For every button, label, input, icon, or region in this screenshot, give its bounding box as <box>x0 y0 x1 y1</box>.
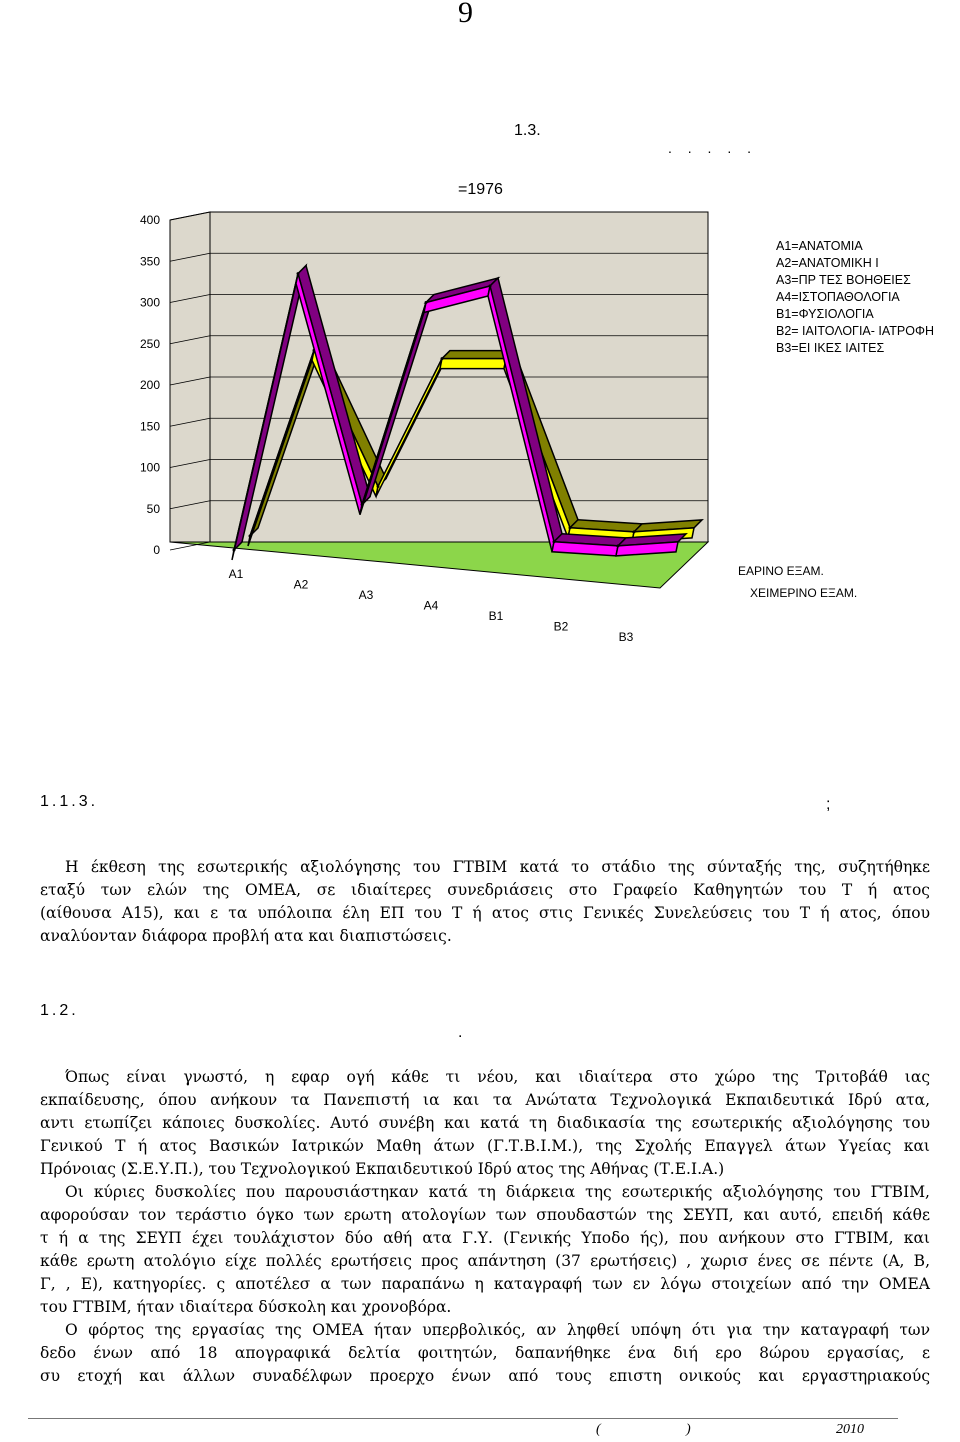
section-number-top: 1.3. <box>514 122 541 139</box>
ribbon-face <box>440 359 506 369</box>
footer-year: 2010 <box>836 1422 864 1437</box>
paragraph-2 <box>40 1066 930 1181</box>
paragraph-line: συ ετοχή και άλλων συναδέλφων προερχο ένων από τους επιστη ονικούς και εργαστηριακούς <box>40 1367 930 1385</box>
paragraph-line: δεδο ένων από 18 απογραφικά δελτία φοιτητών, δαπανήθηκε ένα διή ερο 8ώρου εργασίας, ε <box>40 1344 930 1362</box>
data-point <box>361 503 364 506</box>
paragraph-line: του ΓΤΒΙΜ, ήταν ιδιαίτερα δύσκολη και χρονοβόρα. <box>40 1298 452 1316</box>
data-point <box>489 285 492 288</box>
legend-line: Β3=ΕΙ ΙΚΕΣ ΙΑΙΤΕΣ <box>776 341 885 355</box>
data-point <box>617 544 620 547</box>
data-point <box>633 530 636 533</box>
x-tick-label: Α2 <box>293 577 309 592</box>
section-number-mid: 1.1.3. <box>40 793 99 810</box>
legend-line: Α4=ΙΣΤΟΠΑΘΟΛΟΓΙΑ <box>776 290 900 304</box>
paragraph-line: αφορούσαν τον τεράστιο όγκο των ερωτη ατολογίων των σπουδαστών της ΣΕΥΠ, και αυτό, επειδή κάθε <box>40 1206 930 1224</box>
section-semicolon: ; <box>826 796 831 813</box>
paragraph-line: αντι ετωπίζει κάποιες δυσκολίες. Αυτό συνέβη και κατά τη διαδικασία της εσωτερικής αξιολόγησης του <box>40 1114 930 1132</box>
footer-rule <box>28 1418 898 1419</box>
y-tick-label: 50 <box>146 501 160 516</box>
legend-line: Α3=ΠΡ ΤΕΣ ΒΟΗΘΕΙΕΣ <box>776 273 911 287</box>
legend-line: Β2= ΙΑΙΤΟΛΟΓΙΑ- ΙΑΤΡΟΦΗ <box>776 324 934 338</box>
paragraph-3 <box>40 1181 930 1319</box>
data-point <box>569 526 572 529</box>
paragraph-line: (αίθουσα Α15), και ε τα υπόλοιπα έλη ΕΠ του Τ ή ατος στις Γενικές Συνελεύσεις του Τ ή ατος, όπου <box>40 904 930 922</box>
y-tick-label: 200 <box>139 378 160 392</box>
series-axis-label: ΧΕΙΜΕΡΙΝΟ ΕΞΑΜ. <box>750 586 858 600</box>
section-dot: . <box>458 1024 463 1041</box>
page-number: 9 <box>458 0 473 29</box>
paragraph-1 <box>40 856 930 948</box>
paragraph-line: Γενικού Τ ή ατος Βασικών Ιατρικών Μαθη άτων (Γ.Τ.Β.Ι.Μ.), της Σχολής Επαγγελ άτων Υγείας και <box>40 1137 930 1155</box>
paragraph-line: τ ή α της ΣΕΥΠ έχει τουλάχιστον δύο αθή ατα Γ.Υ. (Γενικής Υποδο ής), που ανήκουν στο ΓΤΒΙΜ, και <box>40 1229 930 1247</box>
y-tick-label: 150 <box>139 419 160 434</box>
paragraph-line: Όπως είναι γνωστό, η εφαρ ογή κάθε τι νέου, και ιδιαίτερα στο χώρο της Τριτοβάθ ιας <box>65 1068 930 1086</box>
series-axis-labels <box>738 564 857 600</box>
chart-legend <box>776 238 960 357</box>
data-point <box>233 549 236 552</box>
paragraph-line: εταξύ των ελών της ΟΜΕΑ, σε ιδιαίτερες συνεδριάσεις στο Γραφείο Καθηγητών του Τ ή ατος <box>40 881 930 899</box>
section-number-low: 1.2. <box>40 1002 79 1019</box>
paragraph-line: εκπαίδευσης, όπου ανήκουν τα Πανεπιστή ια και τα Ανώτατα Τεχνολογικά Εκπαιδευτικά Ιδρύ ατα, <box>40 1091 930 1109</box>
paragraph-line: κάθε ερωτη ατολόγιο είχε πολλές ερωτήσεις προς απάντηση (37 ερωτήσεις) , χωρισ ένες σε πέντε (Α, Β, <box>40 1252 930 1270</box>
paragraph-4 <box>40 1319 930 1388</box>
footer-paren-close: ) <box>686 1422 691 1437</box>
data-point <box>425 301 428 304</box>
x-tick-label: Β2 <box>553 619 569 634</box>
data-point <box>441 357 444 360</box>
x-tick-label: Α4 <box>423 598 439 613</box>
x-tick-label: Β1 <box>488 609 504 623</box>
chart-title: =1976 <box>458 181 503 198</box>
paragraph-line: Ο φόρτος της εργασίας της ΟΜΕΑ ήταν υπερβολικός, αν ληφθεί υπόψη ότι για την καταγραφή των <box>65 1321 930 1339</box>
chart-container <box>0 160 960 660</box>
y-tick-label: 250 <box>139 336 160 351</box>
legend-line: Β1=ΦΥΣΙΟΛΟΓΙΑ <box>776 307 874 321</box>
data-point <box>297 272 300 275</box>
y-tick-label: 400 <box>139 213 160 227</box>
footer-paren-open: ( <box>596 1422 601 1437</box>
y-tick-label: 300 <box>139 295 160 310</box>
data-point <box>553 540 556 543</box>
side-wall <box>170 212 210 542</box>
x-tick-label: Α1 <box>228 567 244 581</box>
paragraph-line: Η έκθεση της εσωτερικής αξιολόγησης του ΓΤΒΙΜ κατά το στάδιο της σύνταξής της, συζητήθηκε <box>65 858 930 876</box>
paragraph-line: Οι κύριες δυσκολίες που παρουσιάστηκαν κατά τη διάρκεια της εσωτερικής αξιολόγησης του ΓΤΒΙΜ, <box>65 1183 930 1201</box>
y-tick-label: 0 <box>153 543 160 557</box>
paragraph-line: αναλύονταν διάφορα προβλή ατα και διαπιστώσεις. <box>40 927 452 945</box>
y-tick-label: 350 <box>139 254 160 269</box>
line-chart-3d <box>0 160 960 660</box>
y-axis-ticks <box>140 213 160 557</box>
title-dots: . . . . . <box>668 140 758 156</box>
series-axis-label: ΕΑΡΙΝΟ ΕΞΑΜ. <box>738 564 824 578</box>
x-tick-label: Α3 <box>358 588 374 602</box>
x-tick-label: Β3 <box>618 630 634 644</box>
data-point <box>377 485 380 488</box>
legend-line: Α1=ΑΝΑΤΟΜΙΑ <box>776 239 863 253</box>
y-tick-label: 100 <box>139 460 160 475</box>
paragraph-line: Πρόνοιας (Σ.Ε.Υ.Π.), του Τεχνολογικού Εκπαιδευτικού Ιδρύ ατος της Αθήνας (Τ.Ε.Ι.Α.) <box>40 1160 725 1178</box>
data-point <box>249 535 252 538</box>
paragraph-line: Γ, , Ε), κατηγορίες. ς αποτέλεσ α των παραπάνω η καταγραφή των εν λόγω στοιχείων από την ΟΜΕΑ <box>40 1275 930 1293</box>
legend-line: Α2=ΑΝΑΤΟΜΙΚΗ Ι <box>776 256 879 270</box>
